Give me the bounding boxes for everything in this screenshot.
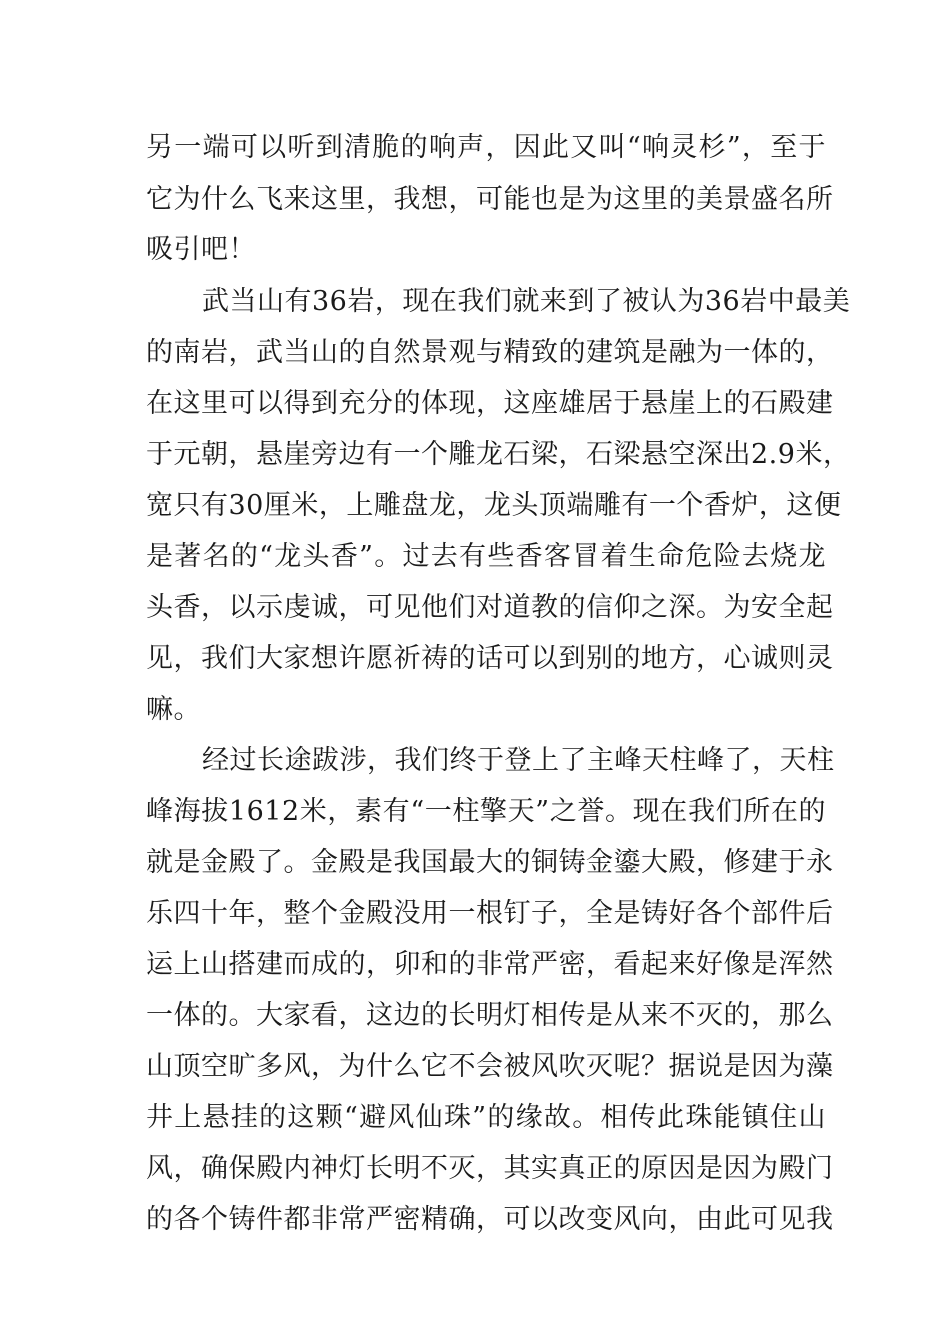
text-line: 乐四十年，整个金殿没用一根钉子，全是铸好各个部件后 bbox=[146, 898, 834, 929]
text-line: 风，确保殿内神灯长明不灭，其实真正的原因是因为殿门 bbox=[146, 1153, 834, 1184]
text-line: 是著名的“龙头香”。过去有些香客冒着生命危险去烧龙 bbox=[146, 541, 826, 572]
text-line: 它为什么飞来这里，我想，可能也是为这里的美景盛名所 bbox=[146, 184, 834, 215]
text-line: 就是金殿了。金殿是我国最大的铜铸金鎏大殿，修建于永 bbox=[146, 847, 834, 878]
text-line: 一体的。大家看，这边的长明灯相传是从来不灭的，那么 bbox=[146, 1000, 834, 1031]
text-line: 武当山有36岩，现在我们就来到了被认为36岩中最美 bbox=[202, 286, 851, 317]
text-line: 山顶空旷多风，为什么它不会被风吹灭呢？据说是因为藻 bbox=[146, 1051, 834, 1082]
text-line: 峰海拔1612米，素有“一柱擎天”之誉。现在我们所在的 bbox=[146, 796, 826, 827]
text-line: 见，我们大家想许愿祈祷的话可以到别的地方，心诚则灵 bbox=[146, 643, 834, 674]
text-line: 经过长途跋涉，我们终于登上了主峰天柱峰了，天柱 bbox=[202, 745, 835, 776]
text-line: 嘛。 bbox=[146, 694, 201, 725]
text-line: 的南岩，武当山的自然景观与精致的建筑是融为一体的， bbox=[146, 337, 834, 368]
text-line: 吸引吧！ bbox=[146, 234, 256, 265]
text-line: 于元朝，悬崖旁边有一个雕龙石梁，石梁悬空深出2.9米， bbox=[146, 439, 851, 470]
text-line: 另一端可以听到清脆的响声，因此又叫“响灵杉”，至于 bbox=[146, 132, 826, 163]
text-line: 宽只有30厘米，上雕盘龙，龙头顶端雕有一个香炉，这便 bbox=[146, 490, 842, 521]
text-line: 井上悬挂的这颗“避风仙珠”的缘故。相传此珠能镇住山 bbox=[146, 1102, 826, 1133]
text-line: 运上山搭建而成的，卯和的非常严密，看起来好像是浑然 bbox=[146, 949, 834, 980]
text-line: 头香，以示虔诚，可见他们对道教的信仰之深。为安全起 bbox=[146, 592, 834, 623]
text-line: 的各个铸件都非常严密精确，可以改变风向，由此可见我 bbox=[146, 1204, 834, 1235]
text-line: 在这里可以得到充分的体现，这座雄居于悬崖上的石殿建 bbox=[146, 388, 834, 419]
